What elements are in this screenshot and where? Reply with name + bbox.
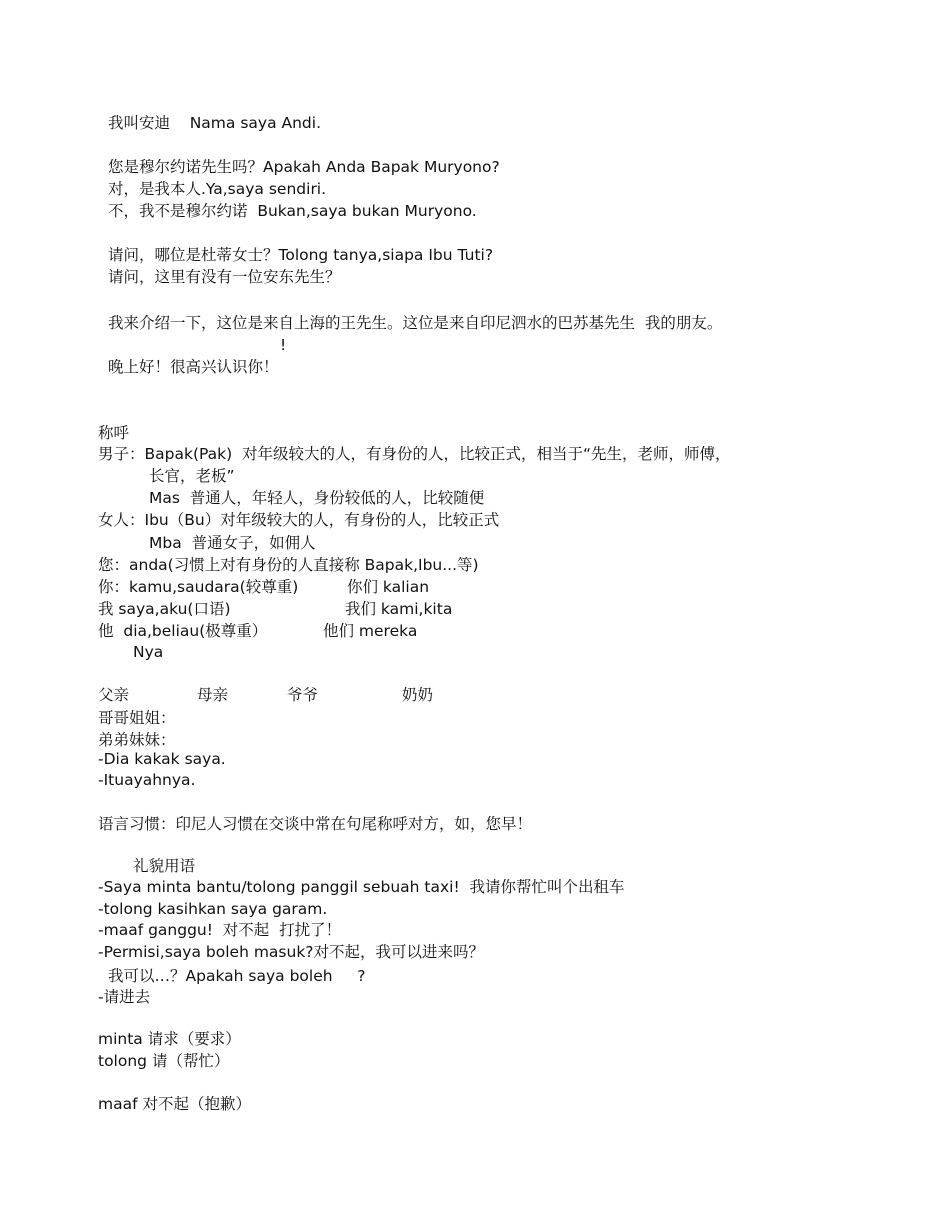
line-3: 对，是我本人.Ya,saya sendiri.: [108, 180, 327, 198]
line-siblings-younger: 弟弟妹妹：: [98, 731, 176, 749]
line-mereka: 他们 mereka: [323, 622, 418, 640]
line-saya: 我 saya,aku(口语): [98, 600, 231, 618]
line-male-cont: 长官，老板”: [149, 467, 235, 485]
vocab-tolong: tolong 请（帮忙）: [98, 1052, 230, 1070]
word-grandfather: 爷爷: [287, 686, 319, 704]
line-nya: Nya: [133, 643, 164, 661]
line-polite-6: -请进去: [98, 988, 151, 1006]
line-kalian: 你们 kalian: [347, 578, 430, 596]
line-dia: 他 dia,beliau(极尊重）: [98, 622, 268, 640]
line-anda: 您：anda(习惯上对有身份的人直接称 Bapak,Ibu...等): [98, 556, 479, 574]
line-mba: Mba 普通女子，如佣人: [149, 534, 316, 552]
line-polite-5: 我可以…？Apakah saya boleh ?: [108, 967, 366, 985]
word-mother: 母亲: [197, 686, 229, 704]
line-polite-2: -tolong kasihkan saya garam.: [98, 900, 328, 918]
word-grandmother: 奶奶: [402, 686, 434, 704]
line-kami: 我们 kami,kita: [345, 600, 453, 618]
line-9: 晚上好！很高兴认识你！: [108, 358, 279, 376]
line-female: 女人：Ibu（Bu）对年级较大的人，有身份的人，比较正式: [98, 511, 500, 529]
line-8: !: [280, 336, 287, 354]
line-mas: Mas 普通人，年轻人，身份较低的人，比较随便: [149, 489, 485, 507]
line-4: 不，我不是穆尔约诺 Bukan,saya bukan Muryono.: [108, 202, 477, 220]
line-7: 我来介绍一下，这位是来自上海的王先生。这位是来自印尼泗水的巴苏基先生 我的朋友。: [108, 314, 723, 332]
line-siblings-older: 哥哥姐姐：: [98, 709, 176, 727]
line-1: 我叫安迪 Nama saya Andi.: [108, 114, 321, 132]
line-2: 您是穆尔约诺先生吗？Apakah Anda Bapak Muryono?: [108, 158, 500, 176]
vocab-maaf: maaf 对不起（抱歉）: [98, 1095, 251, 1113]
line-kamu: 你：kamu,saudara(较尊重): [98, 578, 299, 596]
line-language-habit: 语言习惯：印尼人习惯在交谈中常在句尾称呼对方，如，您早！: [98, 815, 533, 833]
line-6: 请问，这里有没有一位安东先生？: [108, 268, 341, 286]
line-polite-1: -Saya minta bantu/tolong panggil sebuah taxi! 我请你帮忙叫个出租车: [98, 878, 625, 896]
section-heading-polite: 礼貌用语: [133, 857, 196, 875]
line-5: 请问，哪位是杜蒂女士？Tolong tanya,siapa Ibu Tuti?: [108, 246, 494, 264]
section-heading-address: 称呼: [98, 424, 130, 442]
line-example-1: -Dia kakak saya.: [98, 750, 226, 768]
line-example-2: -Ituayahnya.: [98, 771, 196, 789]
word-father: 父亲: [98, 686, 130, 704]
line-polite-3: -maaf ganggu! 对不起 打扰了！: [98, 921, 342, 939]
line-male: 男子：Bapak(Pak) 对年级较大的人，有身份的人，比较正式，相当于“先生，老师，师傅，: [98, 445, 731, 463]
vocab-minta: minta 请求（要求）: [98, 1030, 241, 1048]
line-polite-4: -Permisi,saya boleh masuk?对不起，我可以进来吗？: [98, 943, 485, 961]
